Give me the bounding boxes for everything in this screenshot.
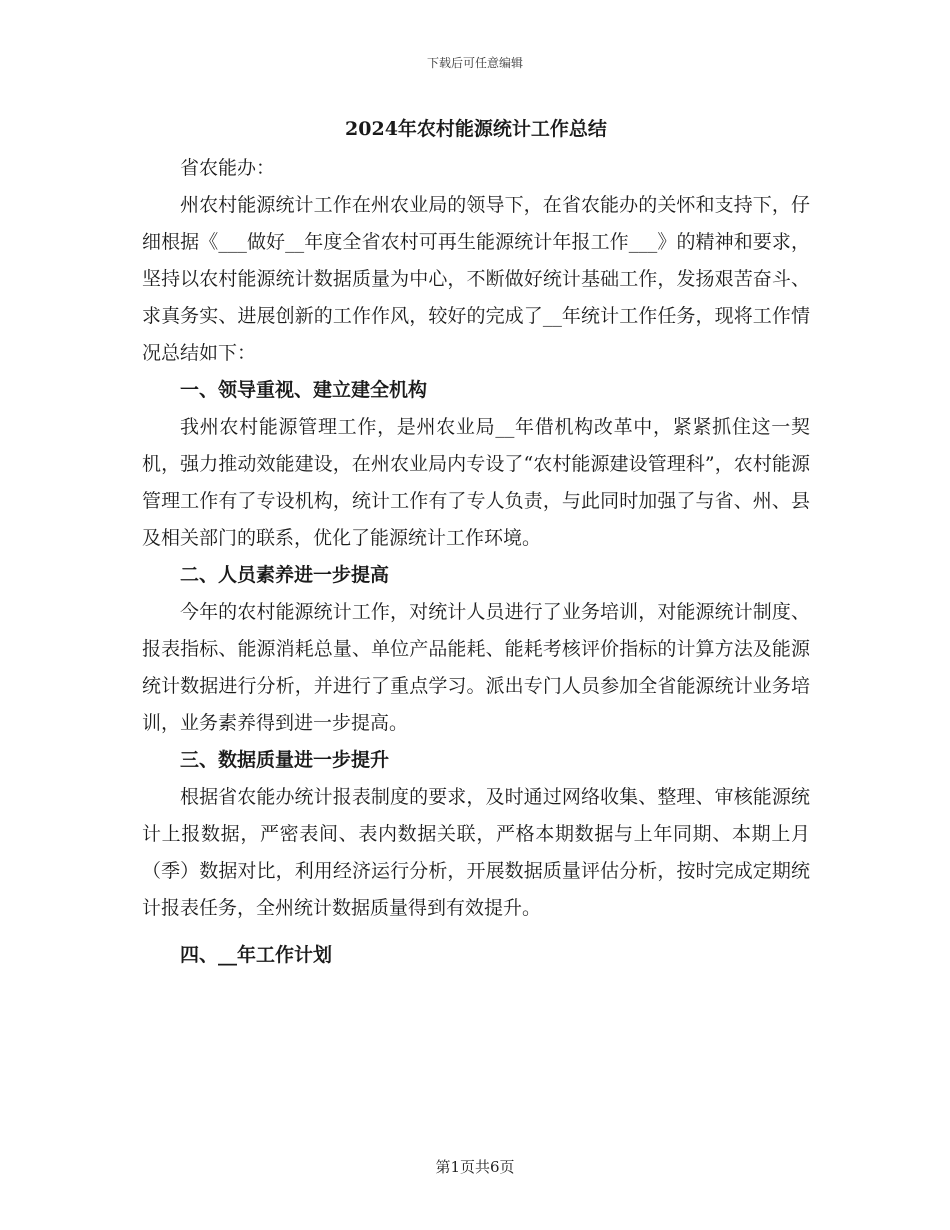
page-header-note: 下载后可任意编辑 <box>426 56 523 70</box>
section-body-1: 我州农村能源管理工作，是州农业局__年借机构改革中，紧紧抓住这一契机，强力推动效能建设，在州农业局内专设了“农村能源建设管理科”，农村能源管理工作有了专设机构，统计工作有了专人负责，与此同时加强了与省、州、县及相关部门的联系，优化了能源统计工作环境。 <box>142 416 810 549</box>
page-number: 第1页共6页 <box>435 1158 515 1176</box>
section-heading-1: 一、领导重视、建立建全机构 <box>180 379 428 401</box>
document-body <box>142 112 810 974</box>
section-heading-2: 二、人员素养进一步提高 <box>180 564 390 586</box>
intro-paragraph: 州农村能源统计工作在州农业局的领导下，在省农能办的关怀和支持下，仔细根据《___做好__年度全省农村可再生能源统计年报工作___》的精神和要求，坚持以农村能源统计数据质量为中心，不断做好统计基础工作，发扬艰苦奋斗、求真务实、进展创新的工作作风，较好的完成了__年统计工作任务，现将工作情况总结如下： <box>142 194 810 364</box>
document-title: 2024年农村能源统计工作总结 <box>345 118 607 140</box>
section-body-3: 根据省农能办统计报表制度的要求，及时通过网络收集、整理、审核能源统计上报数据，严密表间、表内数据关联，严格本期数据与上年同期、本期上月（季）数据对比，利用经济运行分析，开展数据质量评估分析，按时完成定期统计报表任务，全州统计数据质量得到有效提升。 <box>142 786 810 919</box>
section-heading-3: 三、数据质量进一步提升 <box>180 749 390 771</box>
section-heading-4: 四、__年工作计划 <box>180 944 333 966</box>
salutation: 省农能办： <box>180 157 276 179</box>
section-body-2: 今年的农村能源统计工作，对统计人员进行了业务培训，对能源统计制度、报表指标、能源消耗总量、单位产品能耗、能耗考核评价指标的计算方法及能源统计数据进行分析，并进行了重点学习。派出专门人员参加全省能源统计业务培训，业务素养得到进一步提高。 <box>142 601 810 734</box>
